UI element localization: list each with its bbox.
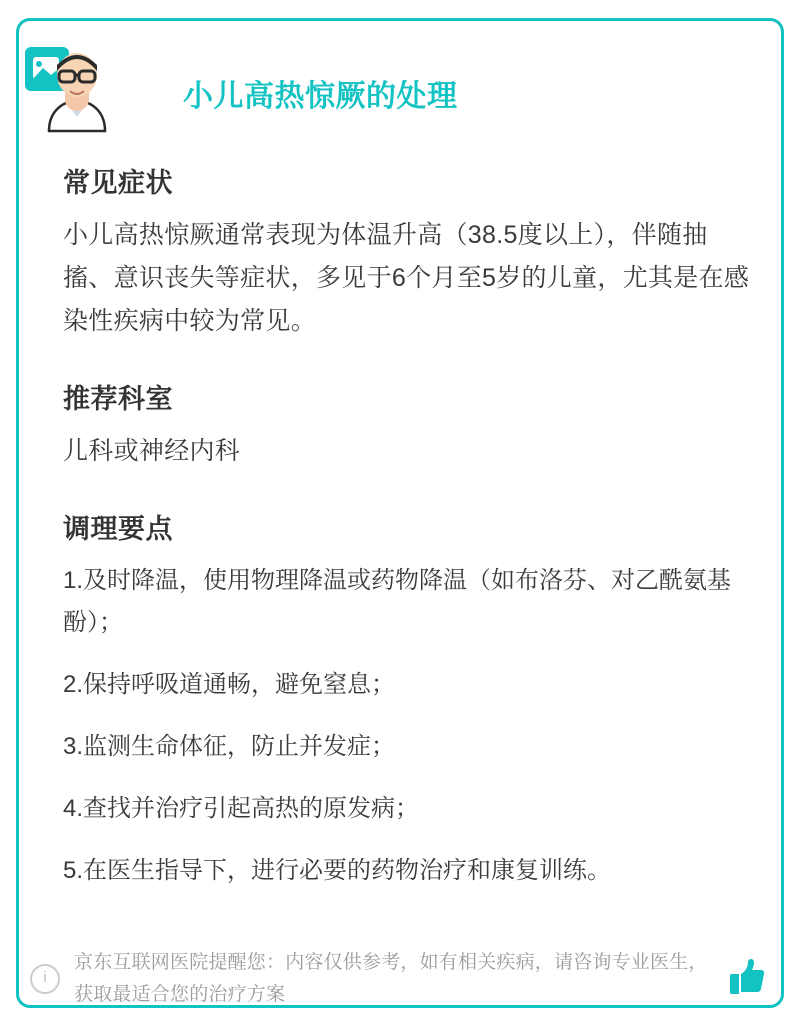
thumbs-up-icon[interactable] [724,954,770,1005]
list-item: 2.保持呼吸道通畅，避免窒息； [63,671,396,698]
care-points-list [63,560,751,892]
section-text-department: 儿科或神经内科 [63,437,241,465]
section-department [63,377,751,473]
section-symptoms [63,161,751,343]
advice-card [16,18,784,1008]
list-item: 5.在医生指导下，进行必要的药物治疗和康复训练。 [63,857,612,884]
section-heading-symptoms: 常见症状 [63,168,173,198]
section-care-points [63,507,751,892]
footer-disclaimer [16,933,784,1025]
section-heading-care-points: 调理要点 [63,514,173,544]
disclaimer-text: 京东互联网医院提醒您：内容仅供参考，如有相关疾病，请咨询专业医生，获取最适合您的治疗方案 [74,952,708,1005]
info-circle-icon: i [30,964,60,994]
page-title: 小儿高热惊厥的处理 [183,80,458,113]
list-item: 4.查找并治疗引起高热的原发病； [63,795,420,822]
list-item: 1.及时降温，使用物理降温或药物降温（如布洛芬、对乙酰氨基酚）； [63,567,732,636]
section-heading-department: 推荐科室 [63,384,173,414]
list-item: 3.监测生命体征，防止并发症； [63,733,396,760]
section-text-symptoms: 小儿高热惊厥通常表现为体温升高（38.5度以上），伴随抽搐、意识丧失等症状，多见于6个月至5岁的儿童，尤其是在感染性疾病中较为常见。 [63,221,750,335]
card-content [63,161,751,892]
doctor-avatar-icon [15,27,133,137]
